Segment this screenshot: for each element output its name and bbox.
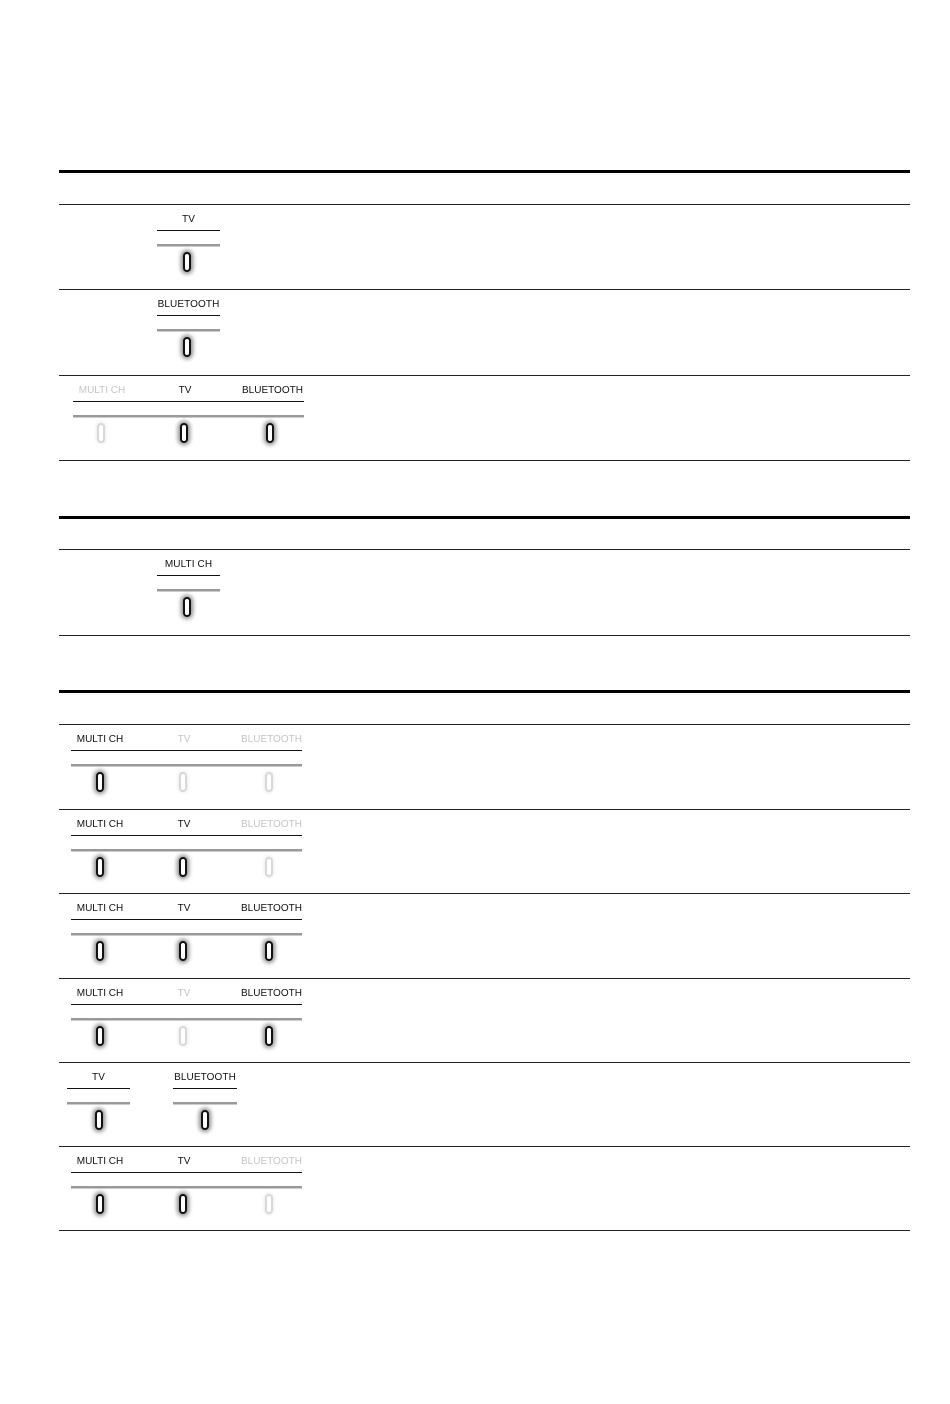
led-icon <box>265 772 273 792</box>
tv-indicator <box>155 979 213 1063</box>
tv-indicator <box>157 205 220 289</box>
multi-ch-indicator <box>71 979 129 1063</box>
table-2-bottom-rule <box>59 635 910 636</box>
indicator-label: MULTI CH <box>78 385 126 396</box>
table-row <box>59 1147 910 1231</box>
indicator-label: MULTI CH <box>76 903 124 914</box>
table-3-bottom-rule <box>59 1230 910 1231</box>
label-underline <box>157 230 220 231</box>
multi-ch-indicator <box>71 894 129 978</box>
led-icon <box>183 337 191 357</box>
led-icon <box>96 1026 104 1046</box>
led-icon <box>95 1110 103 1130</box>
panel-edge <box>157 589 220 592</box>
led-icon <box>265 1026 273 1046</box>
bluetooth-indicator <box>241 810 302 894</box>
tv-indicator <box>67 1063 130 1147</box>
led-icon <box>96 857 104 877</box>
indicator-label: MULTI CH <box>76 734 124 745</box>
table-2-top-rule <box>59 516 910 519</box>
indicator-group <box>71 725 302 809</box>
indicator-label: TV <box>177 819 191 830</box>
led-icon <box>179 857 187 877</box>
table-row <box>59 1063 910 1147</box>
tv-indicator <box>155 894 213 978</box>
indicator-label: TV <box>177 988 191 999</box>
table-row <box>59 725 910 809</box>
bluetooth-indicator <box>241 894 302 978</box>
led-icon <box>96 772 104 792</box>
bluetooth-indicator <box>173 1063 237 1147</box>
multi-ch-indicator <box>71 1147 129 1231</box>
table-1-bottom-rule <box>59 460 910 461</box>
table-3-top-rule <box>59 690 910 693</box>
label-underline <box>67 1088 130 1089</box>
tv-indicator <box>155 810 213 894</box>
tv-indicator <box>155 725 213 809</box>
table-row <box>59 979 910 1063</box>
label-underline <box>173 1088 237 1089</box>
led-icon <box>96 941 104 961</box>
indicator-group <box>73 376 304 460</box>
led-icon <box>266 423 274 443</box>
indicator-label: MULTI CH <box>76 819 124 830</box>
indicator-group <box>71 810 302 894</box>
table-row <box>59 205 910 289</box>
indicator-label: BLUETOOTH <box>241 988 302 999</box>
indicator-label: BLUETOOTH <box>241 819 302 830</box>
indicator-label: MULTI CH <box>76 988 124 999</box>
indicator-label: BLUETOOTH <box>242 385 303 396</box>
bluetooth-indicator <box>241 979 302 1063</box>
indicator-label: BLUETOOTH <box>241 903 302 914</box>
indicator-label: TV <box>177 903 191 914</box>
led-icon <box>201 1110 209 1130</box>
tv-indicator <box>155 1147 213 1231</box>
table-row <box>59 810 910 894</box>
led-icon <box>179 941 187 961</box>
led-icon <box>179 1026 187 1046</box>
label-underline <box>157 575 220 576</box>
led-icon <box>265 1194 273 1214</box>
led-icon <box>183 597 191 617</box>
bluetooth-indicator <box>157 290 220 374</box>
led-icon <box>96 1194 104 1214</box>
led-icon <box>180 423 188 443</box>
table-1-top-rule <box>59 170 910 173</box>
panel-edge <box>157 329 220 332</box>
label-underline <box>157 315 220 316</box>
led-icon <box>179 772 187 792</box>
multi-ch-indicator <box>71 810 129 894</box>
led-icon <box>265 941 273 961</box>
table-row <box>59 550 910 634</box>
indicator-group <box>71 894 302 978</box>
led-icon <box>97 423 105 443</box>
indicator-group <box>71 979 302 1063</box>
indicator-label: TV <box>92 1072 105 1083</box>
indicator-label: TV <box>178 385 192 396</box>
indicator-label: TV <box>182 214 195 225</box>
bluetooth-indicator <box>241 1147 302 1231</box>
led-icon <box>183 252 191 272</box>
bluetooth-indicator <box>242 376 303 460</box>
table-row <box>59 376 910 460</box>
led-icon <box>179 1194 187 1214</box>
indicator-label: BLUETOOTH <box>241 734 302 745</box>
table-row <box>59 290 910 374</box>
indicator-label: TV <box>177 1156 191 1167</box>
indicator-label: BLUETOOTH <box>241 1156 302 1167</box>
indicator-label: BLUETOOTH <box>174 1072 236 1083</box>
table-row <box>59 894 910 978</box>
indicator-group <box>71 1147 302 1231</box>
indicator-label: MULTI CH <box>76 1156 124 1167</box>
panel-edge <box>173 1102 237 1105</box>
indicator-label: MULTI CH <box>164 559 213 570</box>
panel-edge <box>67 1102 130 1105</box>
indicator-label: BLUETOOTH <box>157 299 220 310</box>
multi-ch-indicator <box>73 376 131 460</box>
panel-edge <box>157 244 220 247</box>
multi-ch-indicator <box>71 725 129 809</box>
indicator-label: TV <box>177 734 191 745</box>
multi-ch-indicator <box>157 550 220 634</box>
tv-indicator <box>156 376 214 460</box>
bluetooth-indicator <box>241 725 302 809</box>
led-icon <box>265 857 273 877</box>
